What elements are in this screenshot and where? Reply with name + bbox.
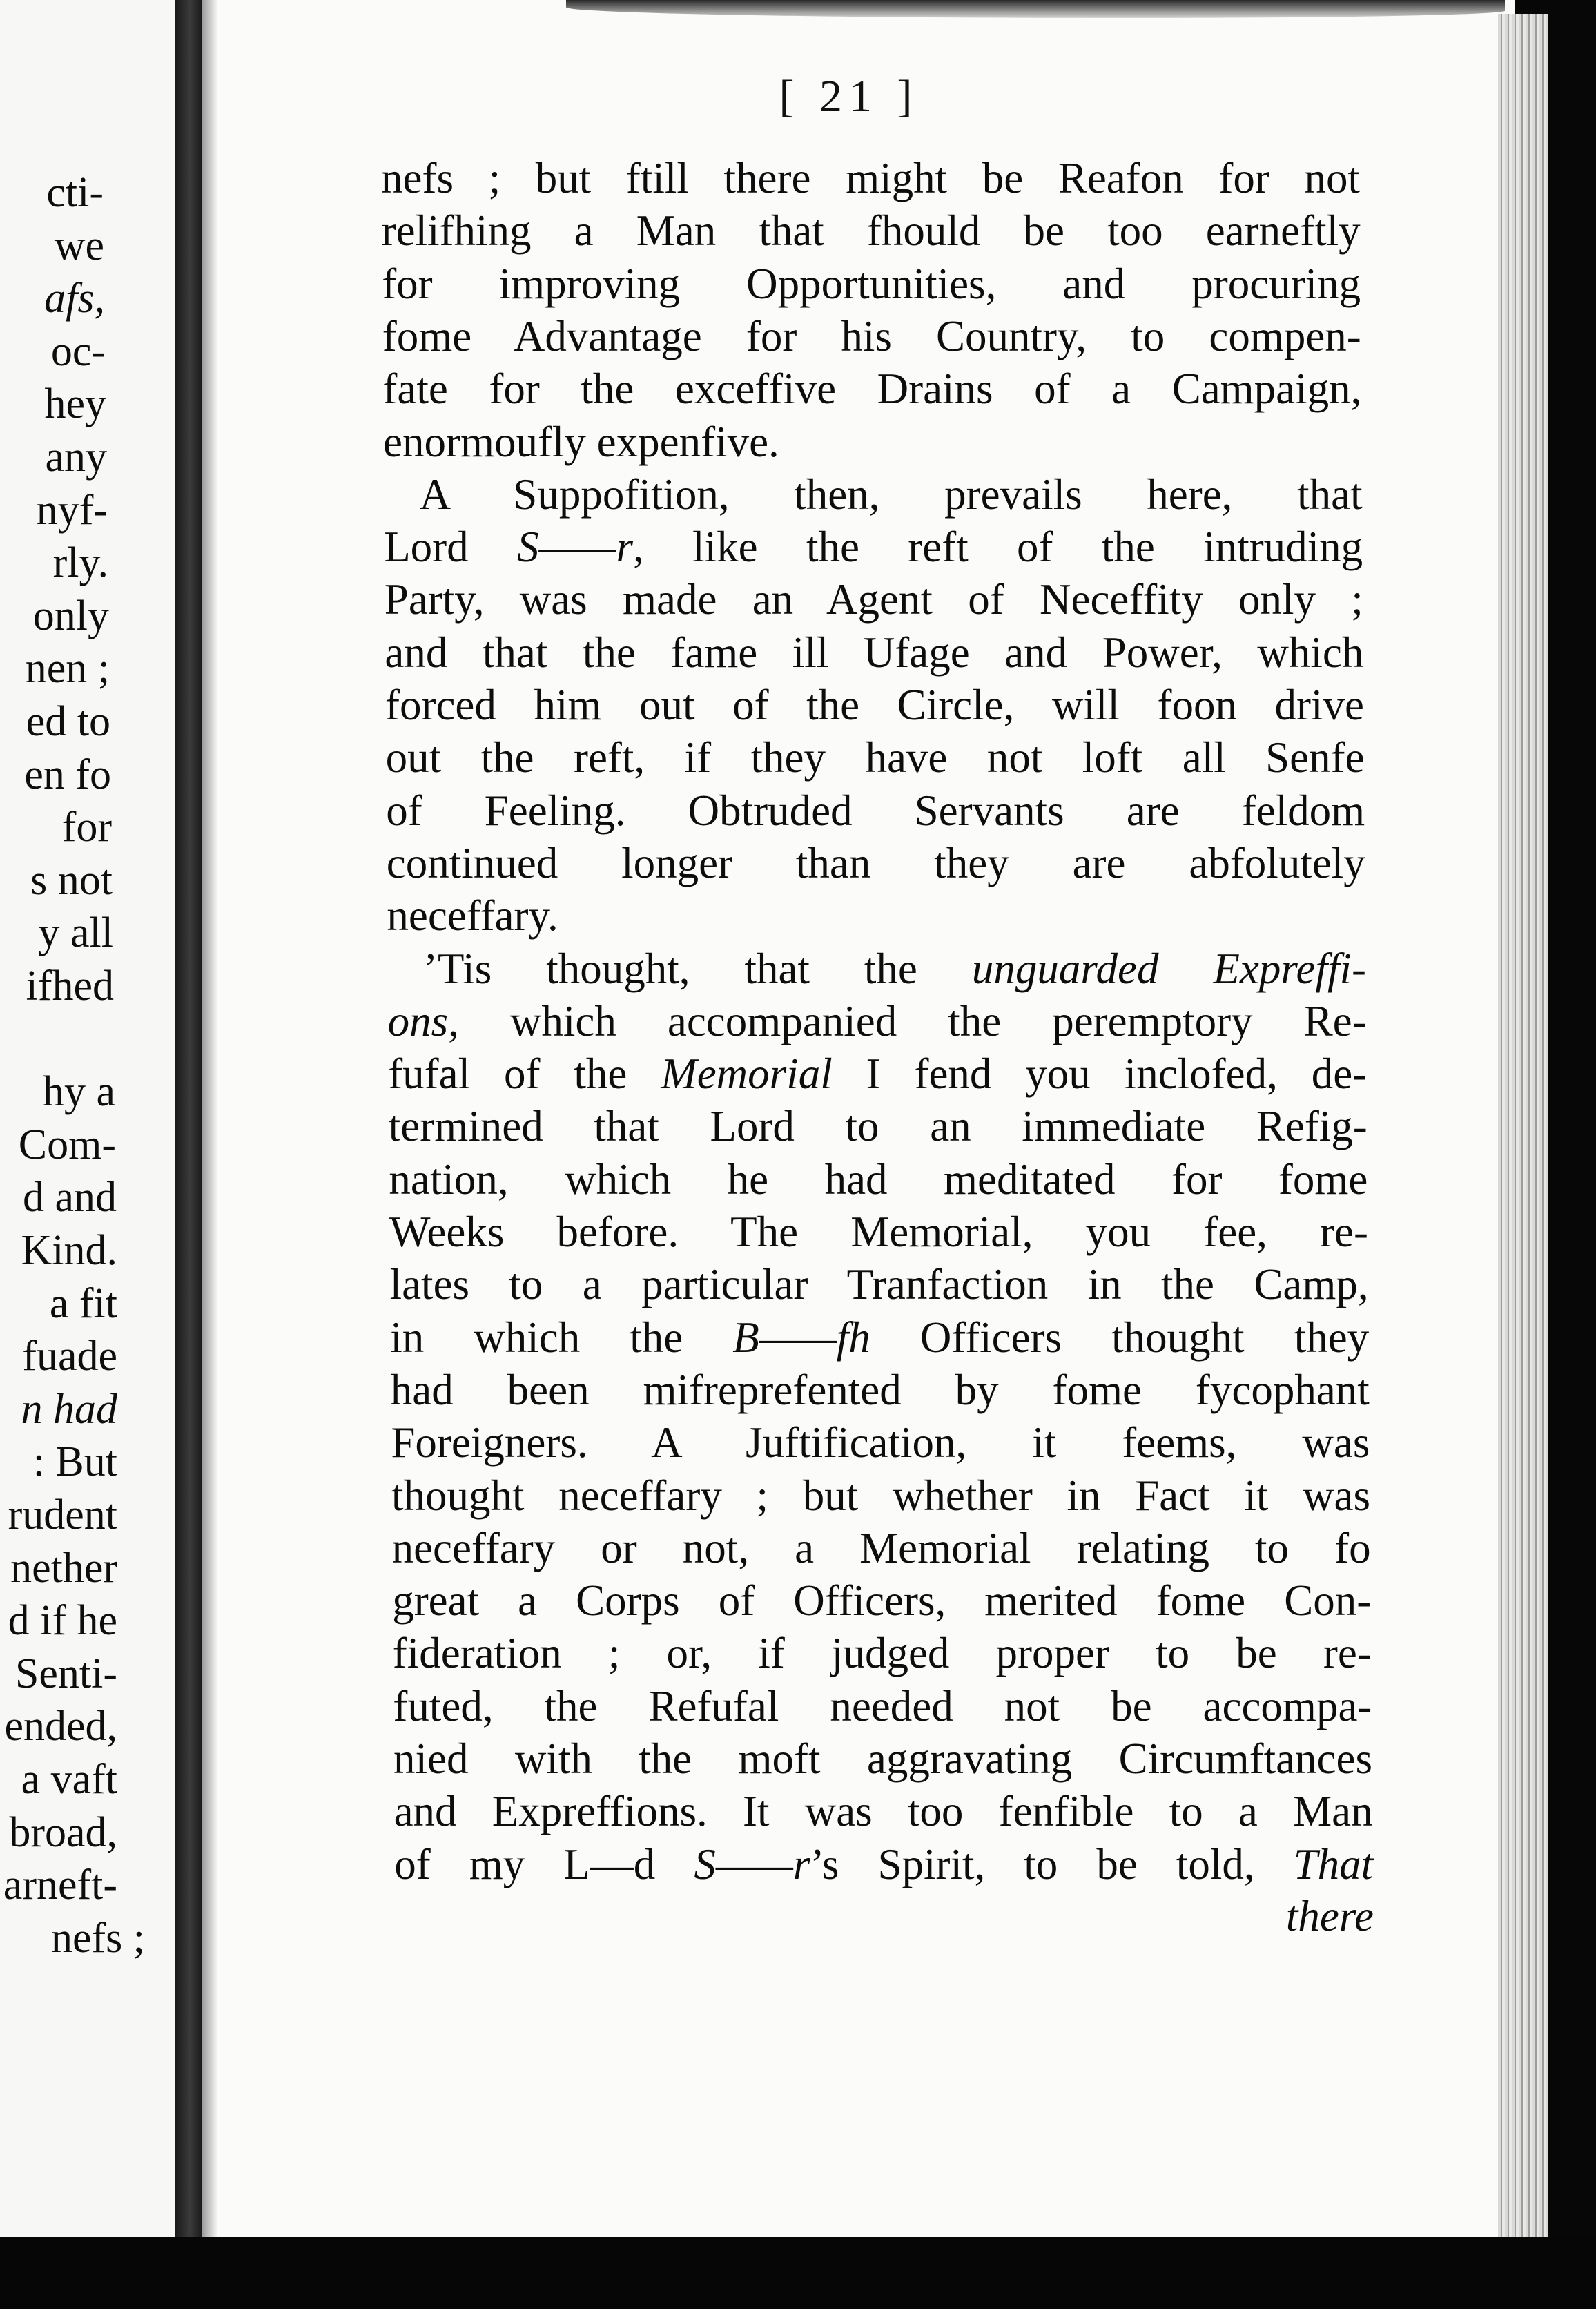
text-span: , which accompanied the peremptory Re- — [448, 996, 1367, 1045]
italic-span: S——r — [694, 1839, 810, 1888]
left-page-line: nen ; — [25, 645, 110, 693]
text-span: , like the reft of the intruding — [633, 523, 1363, 572]
left-page-line: nyf- — [36, 486, 108, 534]
left-page-line: a vaft — [21, 1756, 117, 1803]
text-span: forced him out of the Circle, will foon drive — [385, 681, 1364, 729]
text-span: lates to a particular Tranfaction in the Camp, — [389, 1260, 1369, 1309]
text-span: Party, was made an Agent of Neceffity only ; — [384, 575, 1363, 624]
left-page-line: nether — [10, 1544, 117, 1592]
text-line — [384, 519, 1363, 574]
left-page-line: a fit — [49, 1279, 117, 1327]
text-span: Officers thought they — [870, 1313, 1370, 1362]
text-span: fate for the exceffive Drains of a Campaign, — [382, 365, 1362, 414]
text-line — [423, 941, 1366, 996]
text-line — [389, 1152, 1368, 1207]
text-span: fideration ; or, if judged proper to be re- — [392, 1629, 1372, 1678]
text-span: Weeks before. The Memorial, you fee, re- — [389, 1208, 1368, 1256]
left-page-line: rudent — [8, 1491, 117, 1538]
text-span: and that the fame ill Ufage and Power, which — [385, 628, 1364, 677]
left-page-line: d if he — [8, 1597, 117, 1645]
book-gutter — [175, 0, 204, 2252]
text-span: thought neceffary ; but whether in Fact it was — [391, 1471, 1370, 1520]
text-line — [391, 1415, 1370, 1470]
text-line — [392, 1520, 1371, 1576]
text-span: nation, which he had meditated for fome — [389, 1154, 1368, 1204]
text-span: neceffary or not, a Memorial relating to fo — [391, 1523, 1371, 1572]
left-page-line: s not — [30, 856, 113, 904]
text-line — [382, 309, 1361, 364]
text-span: of my L—d — [394, 1839, 694, 1888]
text-line — [387, 835, 1365, 891]
text-span: fufal of the — [388, 1050, 661, 1099]
catchword: there — [1285, 1892, 1374, 1940]
italic-span: S——r — [517, 523, 634, 572]
text-line — [389, 1204, 1368, 1259]
text-line — [392, 1573, 1371, 1628]
text-span: nied with the moft aggravating Circumftances — [393, 1735, 1372, 1783]
text-span: relifhing a Man that fhould be too earneftly — [381, 206, 1361, 255]
text-line — [391, 1362, 1370, 1418]
text-line — [390, 1257, 1369, 1312]
left-page-line: only — [32, 592, 109, 639]
text-span: nefs ; but ftill there might be Reafon for not — [381, 154, 1360, 202]
text-line — [386, 783, 1365, 838]
gutter-shadow — [202, 0, 218, 2237]
left-page-line: y all — [38, 909, 113, 957]
left-page-line: hy a — [42, 1068, 115, 1116]
left-page-line: fuade — [22, 1333, 117, 1380]
left-page-line: ended, — [4, 1703, 117, 1750]
left-page-line: Com- — [18, 1121, 116, 1168]
scan-background — [0, 2237, 1596, 2309]
text-line — [385, 625, 1363, 680]
text-span: great a Corps of Officers, merited fome Con- — [392, 1576, 1372, 1625]
italic-span: ons — [387, 996, 449, 1045]
text-span: I fend you inclofed, de- — [832, 1050, 1368, 1099]
italic-span: unguarded Expreffi- — [971, 944, 1366, 993]
text-line — [385, 572, 1363, 627]
text-span: ’Tis thought, that the — [423, 944, 972, 993]
italic-span: Memorial — [661, 1050, 833, 1099]
text-line — [388, 1046, 1367, 1101]
text-line — [385, 677, 1364, 733]
text-span: had been mifreprefented by fome fycophant — [390, 1365, 1370, 1414]
text-line — [394, 1837, 1373, 1892]
text-span: in which the — [390, 1313, 733, 1362]
left-page-line: ifhed — [26, 963, 114, 1009]
text-line — [393, 1731, 1372, 1786]
italic-span: B——fh — [732, 1313, 870, 1362]
left-page-line: Kind. — [21, 1227, 117, 1274]
text-span: out the reft, if they have not loft all Senfe — [385, 733, 1365, 782]
text-span: futed, the Refufal needed not be accompa- — [393, 1681, 1372, 1730]
left-page-line: ed to — [26, 698, 110, 745]
text-span: enormoufly expenfive. — [383, 417, 779, 466]
left-page-line: oc- — [50, 327, 106, 375]
page-edges — [1498, 14, 1548, 2237]
left-page-line: cti- — [46, 169, 104, 216]
italic-span: That — [1293, 1839, 1374, 1888]
text-span: A Suppofition, then, prevails here, that — [419, 470, 1363, 519]
text-line — [387, 888, 1365, 943]
text-line — [382, 203, 1361, 258]
text-line — [382, 256, 1361, 311]
page-number: [ 21 ] — [779, 71, 919, 122]
left-page-line: hey — [44, 380, 106, 428]
left-page-line: n had — [21, 1385, 117, 1433]
text-span: neceffary. — [387, 891, 558, 940]
text-line — [388, 994, 1367, 1049]
left-page-line: d and — [22, 1174, 117, 1221]
text-line — [383, 414, 1362, 470]
text-line — [394, 1784, 1373, 1839]
text-line — [391, 1468, 1370, 1523]
left-page-line: afs, — [44, 275, 105, 322]
text-span: Foreigners. A Juftification, it feems, was — [391, 1418, 1370, 1467]
left-page-line: Senti- — [14, 1650, 117, 1697]
left-page-line: rly. — [52, 539, 108, 587]
left-page-line: : But — [32, 1438, 117, 1486]
left-page-line: any — [45, 434, 107, 481]
text-line — [393, 1679, 1372, 1734]
text-line — [382, 361, 1361, 416]
text-line — [390, 1310, 1369, 1365]
text-line — [389, 1099, 1368, 1154]
text-line — [386, 730, 1365, 785]
text-span: and Expreffions. It was too fenfible to a Man — [393, 1787, 1373, 1836]
left-page-line: for — [61, 804, 112, 851]
text-line — [393, 1625, 1372, 1681]
text-span: Lord — [384, 523, 517, 572]
text-span: for improving Opportunities, and procuring — [382, 259, 1361, 308]
text-span: ’s Spirit, to be told, — [810, 1839, 1294, 1888]
left-page-line: en fo — [24, 751, 111, 798]
left-page-line: broad, — [9, 1808, 117, 1856]
left-page-line: we — [54, 222, 104, 269]
text-span: termined that Lord to an immediate Refig- — [388, 1102, 1368, 1151]
text-span: continued longer than they are abfolutely — [386, 838, 1365, 887]
text-span: of Feeling. Obtruded Servants are feldom — [386, 786, 1365, 835]
text-span: fome Advantage for his Country, to compen- — [382, 311, 1361, 360]
text-line — [420, 467, 1363, 522]
left-page-line: arneft- — [3, 1862, 117, 1909]
left-page-line: nefs ; — [50, 1914, 145, 1962]
text-line — [381, 151, 1360, 206]
